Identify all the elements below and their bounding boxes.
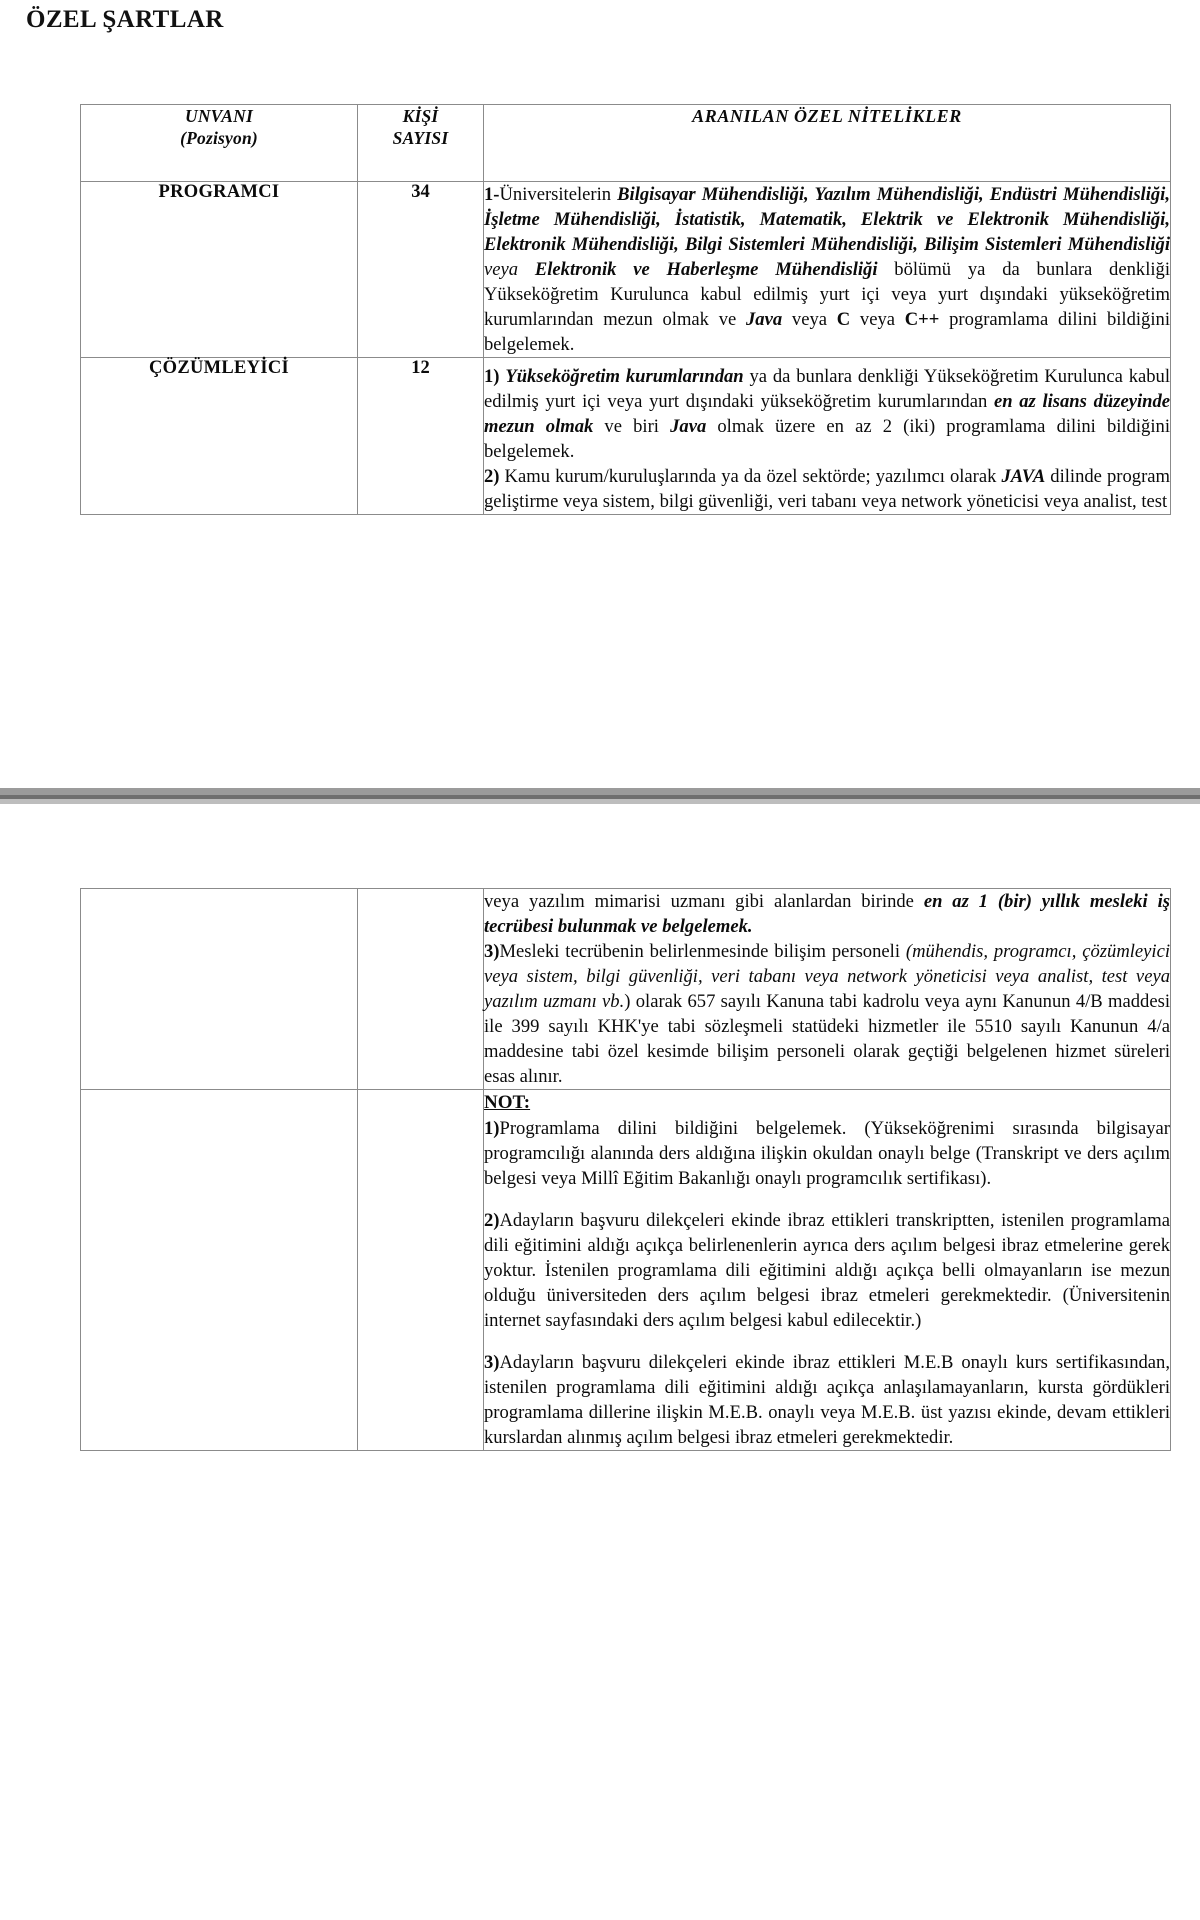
column-header-kisi-sayisi: [358, 105, 484, 182]
row-nitelikler-programci: 1-Üniversitelerin Bilgisayar Mühendisliği, Yazılım Mühendisliği, Endüstri Mühendisliği, İşletme Mühendisliği, İstatistik, Matematik, Elektrik ve Elektronik Mühendisliği, Elektronik Mühendisliği, Bilgi Sistemleri Mühendisliği, Bilişim Sistemleri Mühendisliği veya Elektronik ve Haberleşme Mühendisliği bölümü ya da bunlara denkliği Yükseköğretim Kurulunca kabul edilmiş yurt içi veya yurt dışındaki yükseköğretim kurumlarından mezun olmak ve Java veya C veya C++ programlama dilini bildiğini belgelemek.: [484, 182, 1171, 358]
row-kisi-sayisi-programci: 34: [358, 182, 484, 358]
column-header-kisi-line2: SAYISI: [392, 128, 449, 149]
note-item-1-text: Programlama dilini bildiğini belgelemek. (Yükseköğrenimi sırasında bilgisayar programcılığı alanında ders aldığına ilişkin okuldan onaylı belge (Transkript ve ders açılım belgesi veya Millî Eğitim Bakanlığı onaylı programcılık sertifikası).: [484, 1117, 1170, 1189]
column-header-nitelikler: ARANILAN ÖZEL NİTELİKLER: [484, 105, 1171, 182]
row-nitelikler-continued: veya yazılım mimarisi uzmanı gibi alanlardan birinde en az 1 (bir) yıllık mesleki iş tecrübesi bulunmak ve belgelemek. 3)Mesleki tecrübenin belirlenmesinde bilişim personeli (mühendis, programcı, çözümleyici veya sistem, bilgi güvenliği, veri tabanı veya network yöneticisi veya analist, test veya yazılım uzmanı vb.) olarak 657 sayılı Kanuna tabi kadrolu veya aynı Kanunun 4/B maddesi ile 399 sayılı KHK'ye tabi sözleşmeli statüdeki hizmetler ile 5510 sayılı Kanunun 4/a maddesine tabi özel kesimde bilişim personeli olarak geçtiği belgelenen hizmet süreleri esas alınır.: [484, 889, 1171, 1090]
table-header-row: [81, 105, 1171, 182]
table-row: [81, 889, 1171, 1090]
column-header-unvani-line1: UNVANI: [185, 106, 253, 126]
page-title: ÖZEL ŞARTLAR: [26, 6, 224, 33]
row-unvani-cozumleyici: ÇÖZÜMLEYİCİ: [81, 358, 358, 515]
table-row: [81, 182, 1171, 358]
column-header-kisi-line1: KİŞİ: [402, 106, 439, 126]
row-kisi-sayisi-cozumleyici: 12: [358, 358, 484, 515]
ozel-sartlar-table: [80, 104, 1171, 515]
table-row: [81, 1090, 1171, 1451]
note-cell: [484, 1090, 1171, 1451]
row-nitelikler-cozumleyici: 1) Yükseköğretim kurumlarından ya da bunlara denkliği Yükseköğretim Kurulunca kabul edilmiş yurt içi veya yurt dışındaki yükseköğretim kurumlarından en az lisans düzeyinde mezun olmak ve biri Java olmak üzere en az 2 (iki) programlama dilini bildiğini belgelemek. 2) Kamu kurum/kuruluşlarında ya da özel sektörde; yazılımcı olarak JAVA dilinde program geliştirme veya sistem, bilgi güvenliği, veri tabanı veya network yöneticisi veya analist, test: [484, 358, 1171, 515]
note-heading: NOT:: [484, 1092, 531, 1113]
table-row: [81, 358, 1171, 515]
note-item-3-number: 3): [484, 1351, 500, 1373]
note-item-3-text: Adayların başvuru dilekçeleri ekinde ibraz ettikleri M.E.B onaylı kurs sertifikasından, istenilen programlama dili eğitimini aldığı açıkça anlaşılamayanların, kursta gördükleri programlama dillerine ilişkin M.E.B. onaylı veya M.E.B. üst yazısı ekinde, devam ettikleri kurslardan alınmış açılım belgesi ibraz etmeleri gerekmektedir.: [484, 1351, 1170, 1448]
column-header-unvani: [81, 105, 358, 182]
row-unvani-empty-2: [81, 1090, 358, 1451]
note-item-2-number: 2): [484, 1209, 500, 1231]
row-unvani-programci: PROGRAMCI: [81, 182, 358, 358]
row-kisi-sayisi-empty-2: [358, 1090, 484, 1451]
note-item-1-number: 1): [484, 1117, 500, 1139]
column-header-unvani-line2: (Pozisyon): [180, 128, 258, 149]
row-unvani-empty: [81, 889, 358, 1090]
page-separator-band: [0, 786, 1200, 808]
row-kisi-sayisi-empty: [358, 889, 484, 1090]
note-item-2-text: Adayların başvuru dilekçeleri ekinde ibraz ettikleri transkriptten, istenilen programlama dili eğitimini aldığı açıkça belirlenenlerin ayrıca ders açılım belgesi ibraz etmelerine gerek yoktur. İstenilen programlama dili eğitimini aldığı açıkça belli olmayanların ise mezun olduğu üniversiteden ders açılım belgesi ibraz etmeleri gerekmektedir. (Üniversitenin internet sayfasındaki ders açılım belgesi kabul edilecektir.): [484, 1209, 1170, 1331]
ozel-sartlar-table-continued: [80, 888, 1171, 1451]
